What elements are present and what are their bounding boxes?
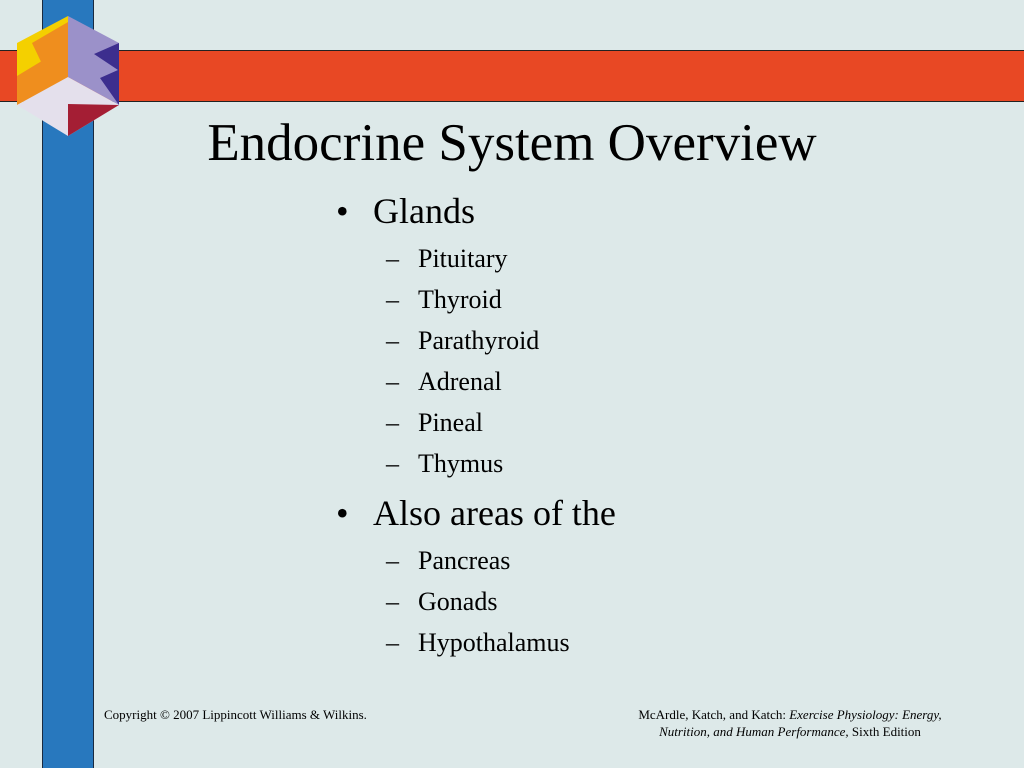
list-item-text: Gonads [418, 587, 498, 616]
dash-marker: – [386, 546, 399, 575]
citation-authors: McArdle, Katch, and Katch: [638, 707, 786, 722]
list-item-text: Thyroid [418, 285, 502, 314]
bullet-list [336, 188, 936, 669]
list-item-text: Hypothalamus [418, 628, 570, 657]
list-item [336, 238, 936, 279]
citation-footer [588, 706, 992, 740]
list-item-text: Parathyroid [418, 326, 540, 355]
areas-sublist [336, 540, 936, 663]
bullet-glands [336, 188, 936, 234]
citation-book-title-line1: Exercise Physiology: Energy, [789, 707, 942, 722]
slide-title: Endocrine System Overview [207, 114, 817, 172]
dash-marker: – [386, 367, 399, 396]
copyright-footer: Copyright © 2007 Lippincott Williams & Wilkins. [104, 707, 367, 722]
list-item [336, 622, 936, 663]
list-item [336, 540, 936, 581]
bullet-text: Glands [373, 191, 475, 231]
bullet-also-areas [336, 490, 936, 536]
dash-marker: – [386, 587, 399, 616]
dash-marker: – [386, 449, 399, 478]
list-item [336, 361, 936, 402]
dash-marker: – [386, 285, 399, 314]
list-item-text: Pituitary [418, 244, 508, 273]
dash-marker: – [386, 244, 399, 273]
bullet-marker: • [336, 191, 349, 231]
horizontal-accent-bar [0, 50, 1024, 102]
list-item [336, 402, 936, 443]
list-item-text: Adrenal [418, 367, 502, 396]
dash-marker: – [386, 408, 399, 437]
cube-logo-icon [14, 16, 122, 138]
list-item [336, 581, 936, 622]
citation-edition: Sixth Edition [851, 724, 921, 739]
list-item [336, 320, 936, 361]
list-item [336, 279, 936, 320]
bullet-text: Also areas of the [373, 493, 616, 533]
list-item [336, 443, 936, 484]
bullet-marker: • [336, 493, 349, 533]
dash-marker: – [386, 628, 399, 657]
glands-sublist [336, 238, 936, 484]
citation-book-title-line2: Nutrition, and Human Performance, [659, 724, 849, 739]
dash-marker: – [386, 326, 399, 355]
list-item-text: Pineal [418, 408, 483, 437]
list-item-text: Thymus [418, 449, 504, 478]
list-item-text: Pancreas [418, 546, 511, 575]
